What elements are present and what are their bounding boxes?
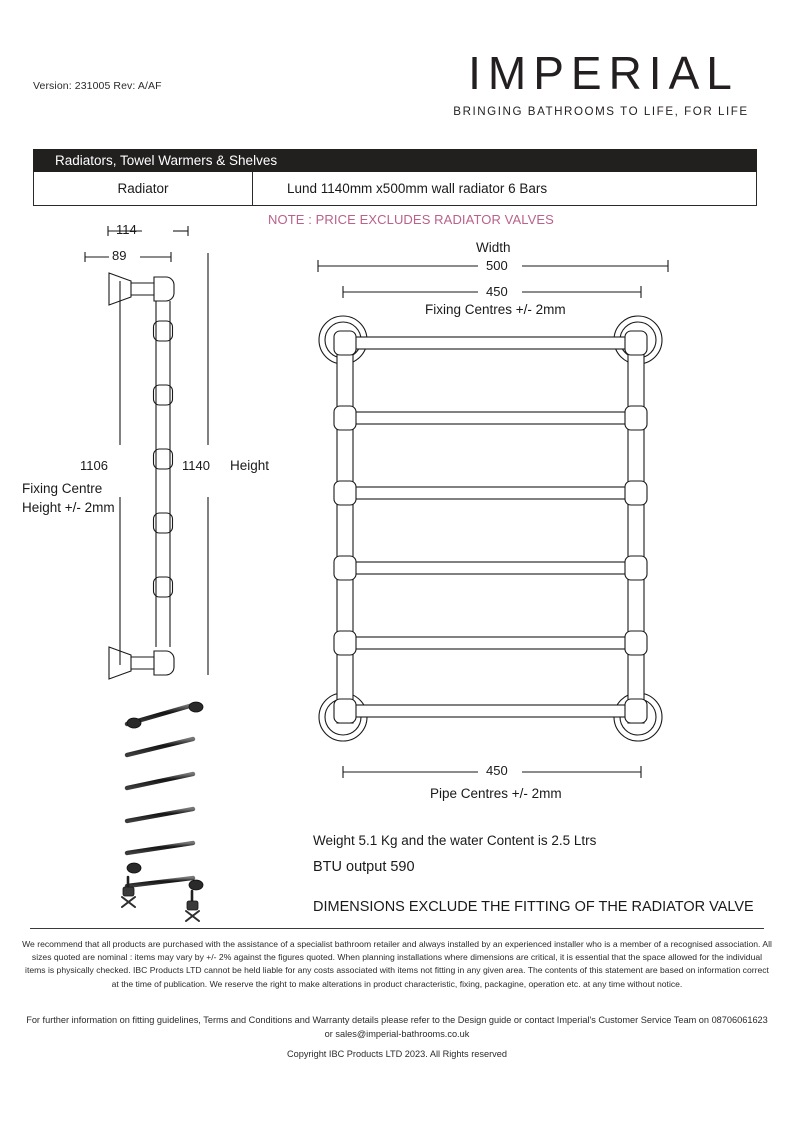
fixing-centre-height-label-1: Fixing Centre [22,481,103,496]
front-fixing-centres-label: Fixing Centres +/- 2mm [425,302,566,317]
front-width-label: Width [476,240,511,255]
front-fixing-centres-value: 450 [486,284,508,299]
product-description: Lund 1140mm x500mm wall radiator 6 Bars [287,181,548,196]
front-width-value: 500 [486,258,508,273]
spec-weight-water: Weight 5.1 Kg and the water Content is 2.5 Ltrs [313,833,597,848]
table-row [33,172,757,206]
price-note: NOTE : PRICE EXCLUDES RADIATOR VALVES [268,212,554,227]
front-pipe-centres-label: Pipe Centres +/- 2mm [430,786,562,801]
overall-height-value: 1140 [182,458,210,473]
brand-tagline: BRINGING BATHROOMS TO LIFE, FOR LIFE [453,105,749,118]
side-depth-89: 89 [112,248,127,263]
spec-btu-output: BTU output 590 [313,859,415,875]
fixing-centre-height-label-2: Height +/- 2mm [22,500,115,515]
product-table [33,149,757,206]
overall-height-label: Height [230,458,270,473]
product-table-header: Radiators, Towel Warmers & Shelves [33,149,757,172]
product-perspective-illustration [100,695,230,925]
front-view-dimension-lines-top [310,255,690,305]
brand-logo [450,47,750,118]
copyright-notice: Copyright IBC Products LTD 2023. All Rights reserved [287,1049,507,1059]
spec-valve-exclusion: DIMENSIONS EXCLUDE THE FITTING OF THE RADIATOR VALVE [313,899,754,915]
fixing-centre-height-value: 1106 [80,458,108,473]
contact-info: For further information on fitting guidelines, Terms and Conditions and Warranty details please refer to the Design guide or contact Imperial's Customer Service Team on 08706061623 or sales@imperial-bathrooms.co.uk [26,1015,768,1039]
front-view-drawing [305,305,705,760]
front-pipe-centres-value: 450 [486,763,508,778]
side-depth-114: 114 [116,222,137,237]
product-category: Radiator [34,172,253,205]
brand-name: IMPERIAL [468,47,739,99]
footer-divider [30,928,764,929]
version-text: Version: 231005 Rev: A/AF [33,80,162,92]
side-view-drawing [10,215,300,685]
legal-disclaimer: We recommend that all products are purchased with the assistance of a specialist bathroom retailer and always installed by an experienced installer who is a member of a recognised association. All sizes quoted are nominal : items may vary by +/- 2% against the figures quoted. When planning installations where dimensions are critical, it is essential that the space allowed for the individual items is physically checked. IBC Products LTD cannot be held liable for any costs associated with items not fitting in any given area. The contents of this statement are based on information correct at the time of publication. We reserve the right to make alterations in product characteristic, fixing, packagine, operation etc. at any time without notice. [22,939,772,989]
